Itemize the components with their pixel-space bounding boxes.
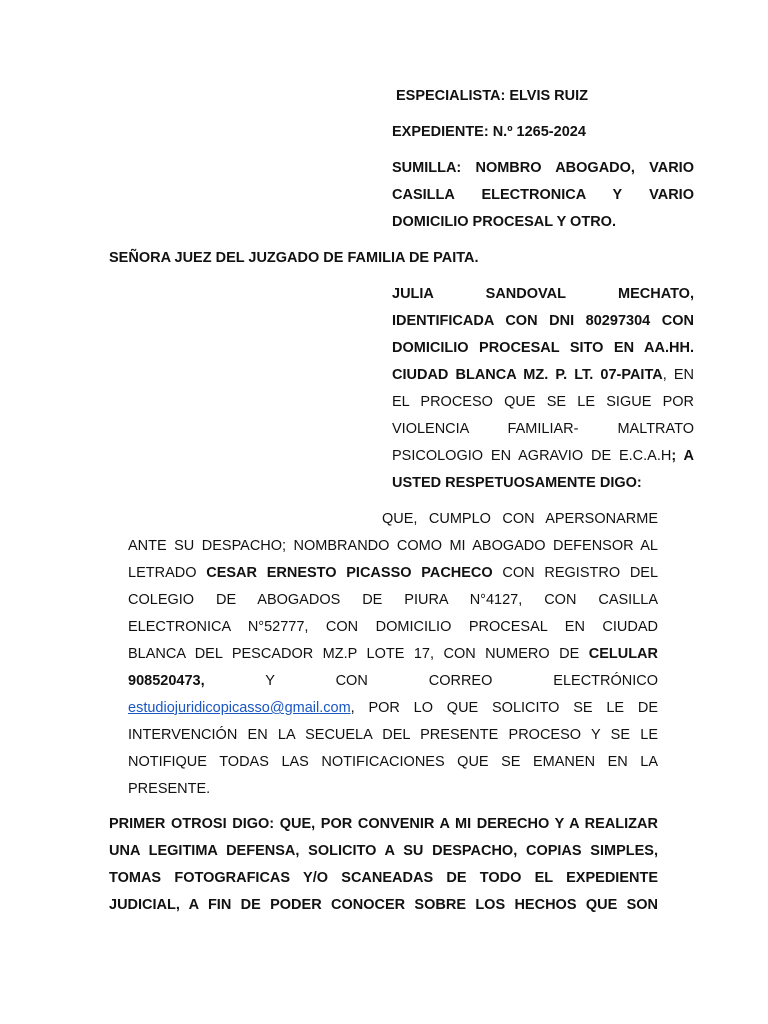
party-line-3: DOMICILIO PROCESAL SITO EN AA.HH.	[392, 340, 694, 356]
sumilla-line-1: SUMILLA: NOMBRO ABOGADO, VARIO	[392, 160, 694, 176]
body-line-3	[128, 560, 658, 587]
body-line-3-a: LETRADO	[128, 565, 197, 581]
phone-number: 908520473,	[128, 673, 205, 689]
party-block	[392, 281, 694, 497]
body-line-2: ANTE SU DESPACHO; NOMBRANDO COMO MI ABOGADO DEFENSOR AL	[128, 538, 658, 554]
body-line-11: PRESENTE.	[128, 781, 211, 797]
sumilla-block	[392, 155, 694, 236]
body-line-7-c: CON	[335, 673, 368, 689]
lawyer-name: CESAR ERNESTO PICASSO PACHECO	[206, 565, 493, 581]
expediente-line	[392, 119, 586, 145]
sumilla-line-3: DOMICILIO PROCESAL Y OTRO.	[392, 214, 616, 230]
otrosi-line-1: PRIMER OTROSI DIGO: QUE, POR CONVENIR A MI DERECHO Y A REALIZAR	[109, 816, 658, 832]
body-line-8	[128, 695, 658, 722]
party-line-7	[392, 443, 694, 470]
body-line-7	[128, 668, 658, 695]
addressee-line	[109, 245, 479, 271]
body-line-10: NOTIFIQUE TODAS LAS NOTIFICACIONES QUE SE EMANEN EN LA	[128, 754, 658, 770]
body-line-6-a: BLANCA DEL PESCADOR MZ.P LOTE 17, CON NUMERO DE	[128, 646, 580, 662]
body-line-4: COLEGIO DE ABOGADOS DE PIURA N°4127, CON CASILLA	[128, 592, 658, 608]
party-line-1: JULIA SANDOVAL MECHATO,	[392, 286, 694, 302]
body-line-9: INTERVENCIÓN EN LA SECUELA DEL PRESENTE PROCESO Y SE LE	[128, 727, 658, 743]
party-line-2: IDENTIFICADA CON DNI 80297304 CON	[392, 313, 694, 329]
body-line-6	[128, 641, 658, 668]
party-line-4	[392, 362, 694, 389]
body-line-5: ELECTRONICA N°52777, CON DOMICILIO PROCESAL EN CIUDAD	[128, 619, 658, 635]
addressee-text: SEÑORA JUEZ DEL JUZGADO DE FAMILIA DE PAITA.	[109, 250, 479, 266]
party-line-7-normal: PSICOLOGIO EN AGRAVIO DE E.C.A.H	[392, 448, 672, 464]
otrosi-line-3: TOMAS FOTOGRAFICAS Y/O SCANEADAS DE TODO EL EXPEDIENTE	[109, 870, 658, 886]
especialista-line	[396, 83, 588, 109]
body-line-7-b: Y	[265, 673, 275, 689]
especialista-text: ESPECIALISTA: ELVIS RUIZ	[396, 88, 589, 104]
otrosi-line-4: JUDICIAL, A FIN DE PODER CONOCER SOBRE LOS HECHOS QUE SON	[109, 897, 658, 913]
body-line-3-c: CON REGISTRO DEL	[502, 565, 659, 581]
body-line-7-e: ELECTRÓNICO	[553, 673, 659, 689]
body-line-8-rest: , POR LO QUE SOLICITO SE LE DE	[350, 700, 658, 716]
otrosi-line-2: UNA LEGITIMA DEFENSA, SOLICITO A SU DESPACHO, COPIAS SIMPLES,	[109, 843, 658, 859]
party-line-7-bold: ; A	[671, 448, 694, 464]
party-line-6: VIOLENCIA FAMILIAR- MALTRATO	[392, 421, 694, 437]
expediente-text: EXPEDIENTE: N.º 1265-2024	[392, 124, 586, 140]
party-line-8: USTED RESPETUOSAMENTE DIGO:	[392, 475, 642, 491]
body-paragraph	[128, 506, 658, 803]
party-address-bold: CIUDAD BLANCA MZ. P. LT. 07-PAITA	[392, 367, 663, 383]
party-line-5: EL PROCESO QUE SE LE SIGUE POR	[392, 394, 694, 410]
body-line-1: QUE, CUMPLO CON APERSONARME	[382, 511, 658, 527]
body-line-7-d: CORREO	[428, 673, 493, 689]
party-line-4-rest: , EN	[662, 367, 694, 383]
sumilla-line-2: CASILLA ELECTRONICA Y VARIO	[392, 187, 694, 203]
celular-label: CELULAR	[588, 646, 658, 662]
otrosi-paragraph	[109, 811, 658, 919]
email-link[interactable]: estudiojuridicopicasso@gmail.com	[128, 700, 351, 716]
